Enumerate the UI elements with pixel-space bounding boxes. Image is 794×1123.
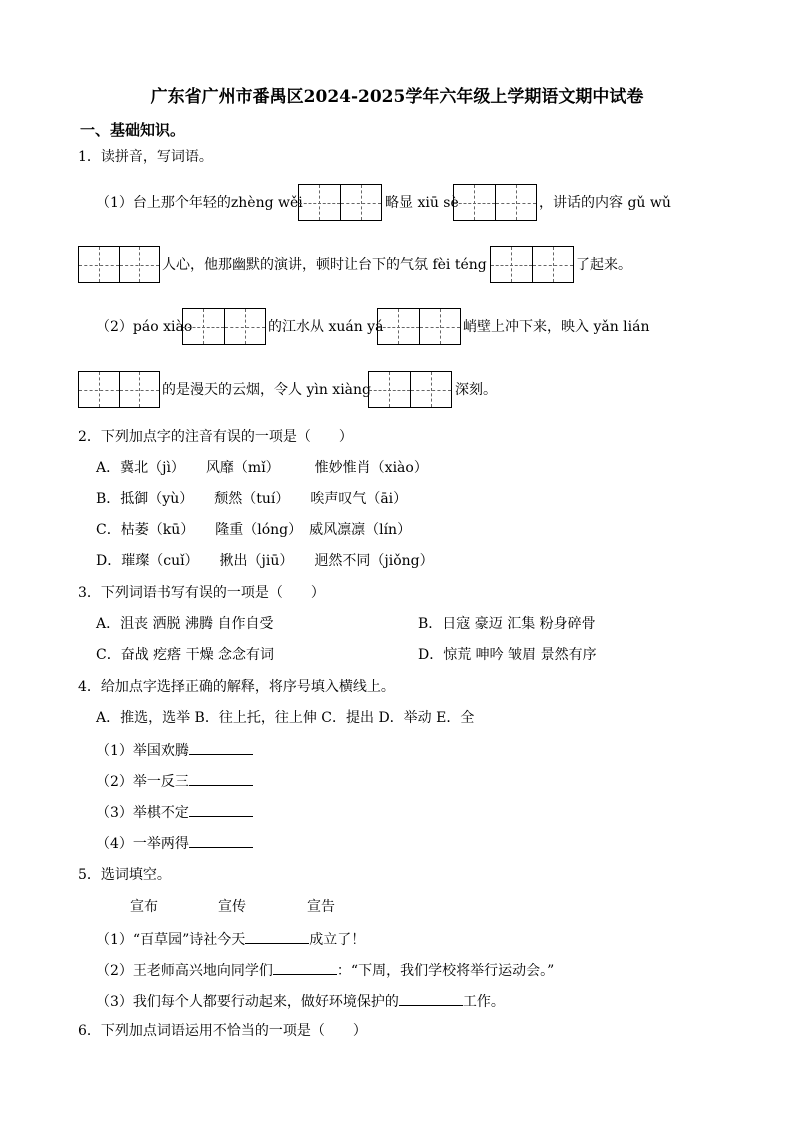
question-3-stem: 3．下列词语书写有误的一项是（ ） bbox=[78, 585, 325, 601]
q1-answer-box-7[interactable] bbox=[78, 371, 160, 408]
q5-blank-3[interactable] bbox=[399, 991, 463, 1006]
q2-option-d[interactable]: D．璀璨（cuǐ） 揪出（jiū） 迥然不同（jiǒng） bbox=[96, 553, 434, 569]
question-6-stem: 6．下列加点词语运用不恰当的一项是（ ） bbox=[78, 1023, 367, 1039]
q4-item-4-text: （4）一举两得 bbox=[96, 836, 189, 852]
q1-line3-text-a: （2）páo xiào bbox=[96, 319, 193, 335]
q1-line2-text-a: 人心，他那幽默的演讲，顿时让台下的气氛 fèi téng bbox=[162, 257, 487, 273]
q2-option-c[interactable]: C．枯萎（kū） 隆重（lóng） 威风凛凛（lín） bbox=[96, 522, 412, 538]
q3-option-b[interactable]: B．日寇 豪迈 汇集 粉身碎骨 bbox=[418, 616, 596, 632]
q5-word-3: 宣告 bbox=[307, 899, 335, 915]
q4-blank-2[interactable] bbox=[189, 771, 253, 786]
q3-option-a[interactable]: A．沮丧 洒脱 沸腾 自作自受 bbox=[96, 616, 274, 632]
q1-line4-text-a: 的是漫天的云烟，令人 yìn xiàng bbox=[162, 382, 372, 398]
q5-word-2: 宣传 bbox=[218, 899, 246, 915]
q1-line1-text-c: ，讲话的内容 gǔ wǔ bbox=[539, 195, 671, 211]
q4-item-3 bbox=[96, 802, 253, 822]
question-5-stem: 5．选词填空。 bbox=[78, 867, 171, 883]
q4-blank-4[interactable] bbox=[189, 833, 253, 848]
q1-answer-box-8[interactable] bbox=[368, 371, 452, 408]
q4-blank-1[interactable] bbox=[189, 740, 253, 755]
q1-answer-box-5[interactable] bbox=[182, 308, 266, 345]
q1-line4-text-b: 深刻。 bbox=[455, 382, 497, 398]
page-title: 广东省广州市番禺区2024-2025学年六年级上学期语文期中试卷 bbox=[150, 87, 644, 107]
q5-s2-text-b: ：“下周，我们学校将举行运动会。” bbox=[336, 963, 555, 979]
q4-blank-3[interactable] bbox=[189, 802, 253, 817]
question-1-stem: 1．读拼音，写词语。 bbox=[78, 149, 213, 165]
q5-sentence-1 bbox=[96, 929, 365, 949]
q2-option-a[interactable]: A．冀北（jì） 风靡（mǐ） 惟妙惟肖（xiào） bbox=[96, 460, 428, 476]
q5-blank-2[interactable] bbox=[273, 960, 337, 975]
q4-choices: A．推选，选举 B．往上托，往上伸 C．提出 D．举动 E．全 bbox=[96, 710, 475, 726]
q1-answer-box-3[interactable] bbox=[78, 246, 160, 283]
q1-answer-box-6[interactable] bbox=[377, 308, 461, 345]
q1-line3-text-b: 的江水从 xuán yá bbox=[268, 319, 384, 335]
q1-answer-box-4[interactable] bbox=[490, 246, 574, 283]
q1-answer-box-1[interactable] bbox=[298, 184, 382, 221]
q2-option-b[interactable]: B．抵御（yù） 颓然（tuí） 唉声叹气（āi） bbox=[96, 491, 408, 507]
q5-sentence-2 bbox=[96, 960, 554, 980]
section-heading: 一、基础知识。 bbox=[80, 121, 186, 139]
question-4-stem: 4．给加点字选择正确的解释，将序号填入横线上。 bbox=[78, 679, 395, 695]
q5-s3-text-b: 工作。 bbox=[462, 994, 505, 1010]
q1-answer-box-2[interactable] bbox=[453, 184, 537, 221]
q5-word-1: 宣布 bbox=[130, 899, 158, 915]
q4-item-4 bbox=[96, 833, 253, 853]
q5-s1-text-b: 成立了！ bbox=[309, 932, 366, 948]
q3-option-c[interactable]: C．奋战 疙瘩 干燥 念念有词 bbox=[96, 647, 275, 663]
q4-item-1-text: （1）举国欢腾 bbox=[96, 743, 189, 759]
question-2-stem: 2．下列加点字的注音有误的一项是（ ） bbox=[78, 429, 353, 445]
q4-item-1 bbox=[96, 740, 253, 760]
q5-s2-text-a: （2）王老师高兴地向同学们 bbox=[96, 963, 273, 979]
q1-line1-text-b: 略显 xiū sè bbox=[385, 195, 459, 211]
q4-item-2 bbox=[96, 771, 253, 791]
q1-line1-text-a: （1）台上那个年轻的zhèng wěi bbox=[96, 195, 303, 211]
q5-sentence-3 bbox=[96, 991, 505, 1011]
q1-line3-text-c: 峭壁上冲下来，映入 yǎn lián bbox=[463, 319, 650, 335]
q5-s3-text-a: （3）我们每个人都要行动起来，做好环境保护的 bbox=[96, 994, 399, 1010]
q5-blank-1[interactable] bbox=[245, 929, 309, 944]
q4-item-3-text: （3）举棋不定 bbox=[96, 805, 189, 821]
q1-line2-text-b: 了起来。 bbox=[576, 257, 632, 273]
q4-item-2-text: （2）举一反三 bbox=[96, 774, 189, 790]
q3-option-d[interactable]: D．惊荒 呻吟 皱眉 景然有序 bbox=[418, 647, 597, 663]
q5-s1-text-a: （1）“百草园”诗社今天 bbox=[96, 932, 246, 948]
